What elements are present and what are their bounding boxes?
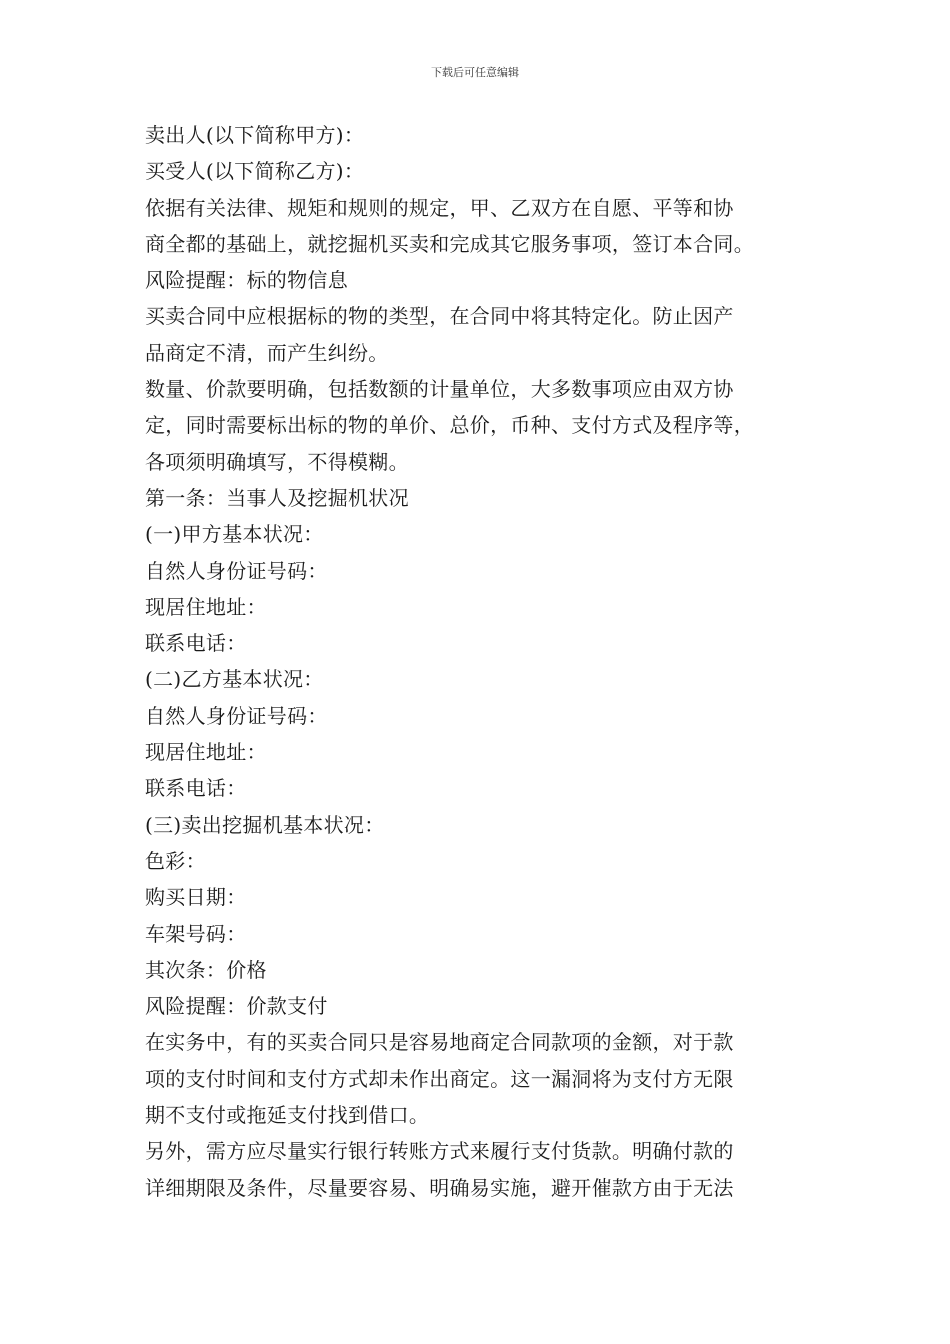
doc-line: 风险提醒：价款支付 xyxy=(145,994,328,1019)
doc-line: (一)甲方基本状况： xyxy=(145,522,324,547)
doc-line: 车架号码： xyxy=(145,921,247,946)
doc-line: (三)卖出挖掘机基本状况： xyxy=(145,812,385,837)
doc-line: 购买日期： xyxy=(145,885,247,910)
doc-line: 色彩： xyxy=(145,848,206,873)
doc-line: 数量、价款要明确，包括数额的计量单位，大多数事项应由双方协 xyxy=(145,377,734,402)
doc-line: 现居住地址： xyxy=(145,594,267,619)
doc-line: 在实务中，有的买卖合同只是容易地商定合同款项的金额，对于款 xyxy=(145,1030,734,1055)
doc-line: 期不支付或拖延支付找到借口。 xyxy=(145,1103,430,1128)
header-text: 下载后可任意编辑 xyxy=(431,66,519,79)
doc-line: 第一条：当事人及挖掘机状况 xyxy=(145,485,409,510)
doc-line: 自然人身份证号码： xyxy=(145,703,328,728)
doc-line: 其次条：价格 xyxy=(145,957,267,982)
doc-line: 现居住地址： xyxy=(145,740,267,765)
doc-line: 品商定不清，而产生纠纷。 xyxy=(145,340,389,365)
doc-line: 商全都的基础上，就挖掘机买卖和完成其它服务事项，签订本合同。 xyxy=(145,231,754,256)
doc-line: 依据有关法律、规矩和规则的规定，甲、乙双方在自愿、平等和协 xyxy=(145,195,734,220)
doc-line: 联系电话： xyxy=(145,631,247,656)
doc-line: 风险提醒：标的物信息 xyxy=(145,268,348,293)
doc-line: 自然人身份证号码： xyxy=(145,558,328,583)
page-header xyxy=(0,66,950,80)
doc-line: 各项须明确填写，不得模糊。 xyxy=(145,449,409,474)
document-body xyxy=(145,117,810,1206)
doc-line: 定，同时需要标出标的物的单价、总价，币种、支付方式及程序等， xyxy=(145,413,754,438)
doc-line: 买卖合同中应根据标的物的类型，在合同中将其特定化。防止因产 xyxy=(145,304,734,329)
doc-line: 另外，需方应尽量实行银行转账方式来履行支付货款。明确付款的 xyxy=(145,1139,734,1164)
doc-line: 卖出人(以下简称甲方)： xyxy=(145,123,365,147)
doc-line: 买受人(以下简称乙方)： xyxy=(145,159,365,184)
doc-line: (二)乙方基本状况： xyxy=(145,667,324,692)
doc-line: 详细期限及条件，尽量要容易、明确易实施，避开催款方由于无法 xyxy=(145,1175,734,1200)
doc-line: 联系电话： xyxy=(145,776,247,801)
doc-line: 项的支付时间和支付方式却未作出商定。这一漏洞将为支付方无限 xyxy=(145,1066,734,1091)
